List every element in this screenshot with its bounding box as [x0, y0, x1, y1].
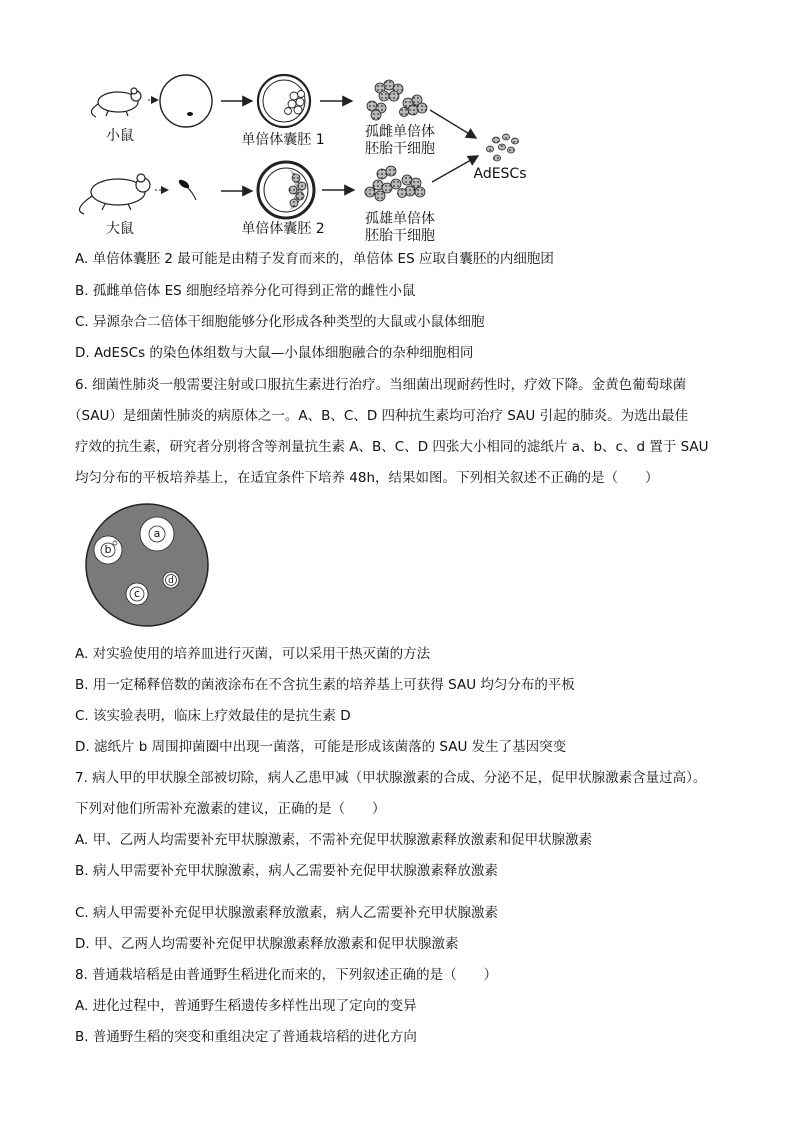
- q7-stem-line-2: 下列对他们所需补充激素的建议，正确的是（ ）: [75, 801, 386, 817]
- q6-stem-line-1: 6. 细菌性肺炎一般需要注射或口服抗生素进行治疗。当细菌出现耐药性时，疗效下降。金黄色葡萄球菌: [75, 377, 687, 393]
- q6-option-b: B. 用一定稀释倍数的菌液涂布在不含抗生素的培养基上可获得 SAU 均匀分布的平板: [75, 677, 575, 693]
- q7-option-a: A. 甲、乙两人均需要补充甲状腺激素，不需补充促甲状腺激素释放激素和促甲状腺激素: [75, 832, 593, 848]
- male-es-label-line1: 孤雄单倍体: [365, 211, 435, 227]
- female-es-label-line1: 孤雌单倍体: [365, 124, 435, 140]
- q8-stem: 8. 普通栽培稻是由普通野生稻进化而来的，下列叙述正确的是（ ）: [75, 967, 498, 983]
- q7-option-d: D. 甲、乙两人均需要补充促甲状腺激素释放激素和促甲状腺激素: [75, 936, 459, 952]
- petri-dish-figure: [84, 502, 210, 628]
- q6-stem-line-2: （SAU）是细菌性肺炎的病原体之一。A、B、C、D 四种抗生素均可治疗 SAU 引起的肺炎。为选出最佳: [68, 408, 689, 424]
- dish-label-c: c: [133, 587, 141, 600]
- petri-dish: [84, 502, 210, 628]
- embryo-diagram-drawing: [0, 0, 794, 245]
- dish-label-a: a: [153, 527, 161, 540]
- q8-option-b: B. 普通野生稻的突变和重组决定了普通栽培稻的进化方向: [75, 1029, 417, 1045]
- rat-icon: [80, 174, 151, 214]
- female-es-cells: [367, 80, 427, 120]
- sperm-icon: [177, 178, 196, 200]
- colony-in-b: [113, 541, 117, 545]
- dish-label-d: d: [168, 576, 174, 586]
- mouse-icon: [91, 88, 141, 117]
- male-es-cells: [365, 166, 425, 201]
- q7-option-b: B. 病人甲需要补充甲状腺激素，病人乙需要补充促甲状腺激素释放激素: [75, 863, 498, 879]
- blastocyst2-label: 单倍体囊胚 2: [241, 221, 325, 237]
- q6-option-a: A. 对实验使用的培养皿进行灭菌，可以采用干热灭菌的方法: [75, 646, 431, 662]
- q5-option-c: C. 异源杂合二倍体干细胞能够分化形成各种类型的大鼠或小鼠体细胞: [75, 314, 485, 330]
- q6-option-d: D. 滤纸片 b 周围抑菌圈中出现一菌落，可能是形成该菌落的 SAU 发生了基因突变: [75, 739, 567, 755]
- egg-cell: [160, 75, 212, 127]
- blastocyst-1: [258, 75, 310, 127]
- male-es-label-line2: 胚胎干细胞: [365, 228, 435, 244]
- adescs-cells: [487, 134, 519, 161]
- female-es-label-line2: 胚胎干细胞: [365, 141, 435, 157]
- q5-option-a: A. 单倍体囊胚 2 最可能是由精子发育而来的，单倍体 ES 应取自囊胚的内细胞团: [75, 251, 554, 267]
- q6-option-c: C. 该实验表明，临床上疗效最佳的是抗生素 D: [75, 708, 351, 724]
- q7-option-c: C. 病人甲需要补充促甲状腺激素释放激素，病人乙需要补充甲状腺激素: [75, 905, 499, 921]
- q8-option-a: A. 进化过程中，普通野生稻遗传多样性出现了定向的变异: [75, 998, 417, 1014]
- blastocyst-2: [258, 162, 314, 218]
- blastocyst1-label: 单倍体囊胚 1: [241, 132, 325, 148]
- rat-label: 大鼠: [106, 221, 134, 237]
- q7-stem-line-1: 7. 病人甲的甲状腺全部被切除，病人乙患甲减（甲状腺激素的合成、分泌不足，促甲状腺激素含量过高）。: [75, 770, 707, 786]
- q6-stem-line-4: 均匀分布的平板培养基上，在适宜条件下培养 48h，结果如图。下列相关叙述不正确的是（ ）: [75, 470, 659, 486]
- dish-label-b: b: [104, 543, 112, 556]
- adescs-label: AdESCs: [473, 166, 527, 182]
- embryo-diagram: [0, 0, 794, 245]
- q6-stem-line-3: 疗效的抗生素，研究者分别将含等剂量抗生素 A、B、C、D 四张大小相同的滤纸片 a、b、c、d 置于 SAU: [75, 439, 709, 455]
- q5-option-d: D. AdESCs 的染色体组数与大鼠—小鼠体细胞融合的杂种细胞相同: [75, 345, 474, 361]
- mouse-label: 小鼠: [106, 128, 134, 144]
- q5-option-b: B. 孤雌单倍体 ES 细胞经培养分化可得到正常的雌性小鼠: [75, 283, 416, 299]
